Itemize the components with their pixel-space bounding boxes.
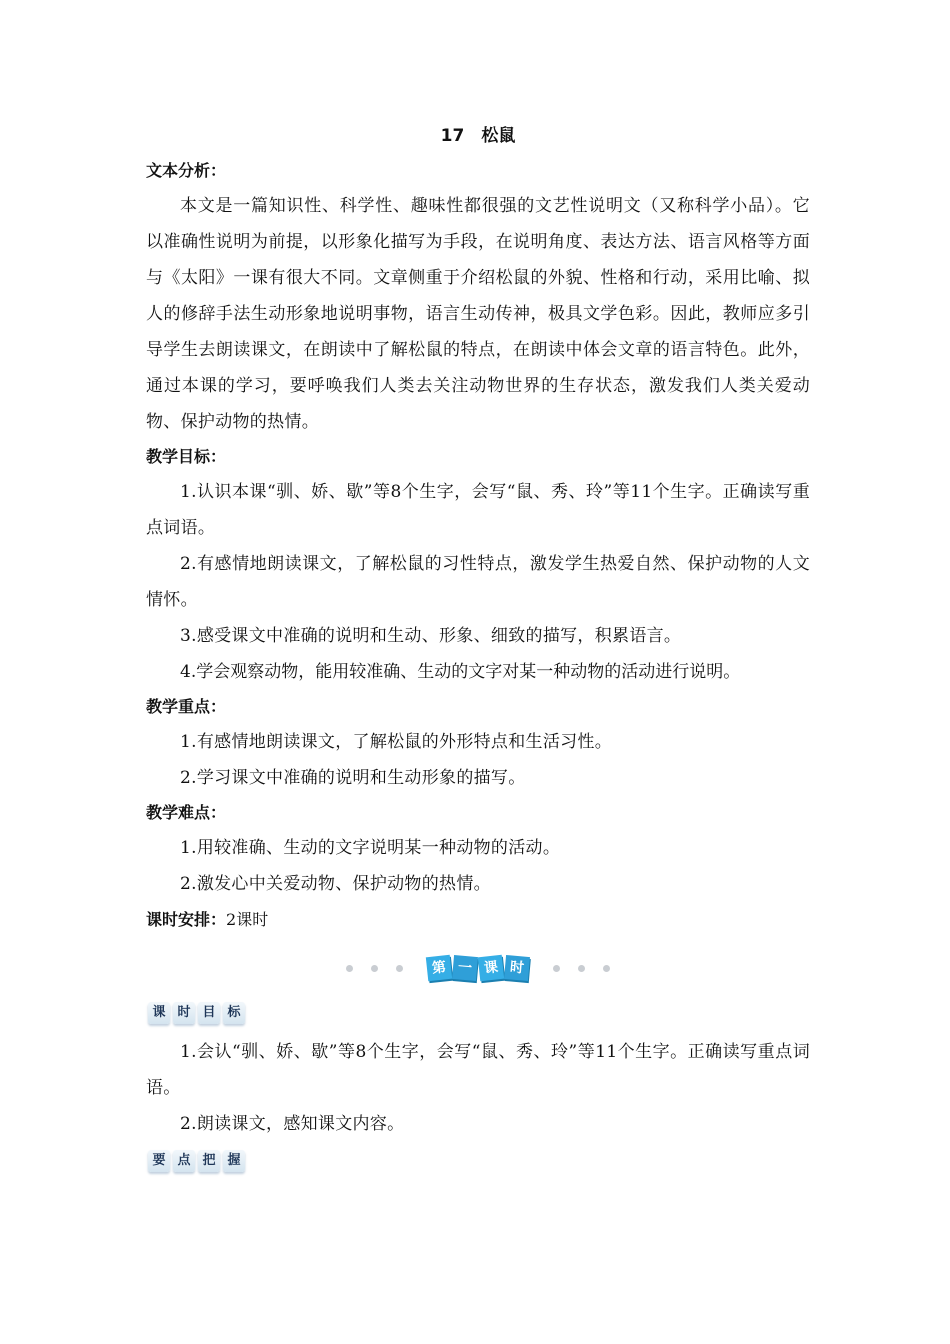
lesson-badge: [426, 956, 530, 980]
page-title: 17 松鼠: [440, 126, 516, 146]
key-point-2: 2.学习课文中准确的说明和生动形象的描写。: [180, 768, 526, 788]
lesson-badge-char: 时: [504, 955, 530, 981]
tag-char: 点: [173, 1150, 195, 1172]
goal-item-1: 1.认识本课“驯、娇、歇”等8个生字，会写“鼠、秀、玲”等11个生字。正确读写重点词语。: [146, 482, 810, 538]
difficulties-heading: 教学难点：: [146, 803, 227, 822]
divider-dot: [603, 965, 610, 972]
tag-char: 把: [198, 1150, 220, 1172]
schedule-label: 课时安排：: [146, 910, 227, 929]
key-point-1: 1.有感情地朗读课文，了解松鼠的外形特点和生活习性。: [180, 732, 613, 752]
lesson-badge-char: 第: [426, 955, 452, 981]
divider-dot: [346, 965, 353, 972]
lesson-goal-2: 2.朗读课文，感知课文内容。: [180, 1114, 405, 1134]
lesson-goals-tag: [148, 1002, 810, 1024]
goal-item-4: 4.学会观察动物，能用较准确、生动的文字对某一种动物的活动进行说明。: [180, 662, 741, 682]
lesson-badge-char: 一: [452, 955, 478, 981]
tag-char: 目: [198, 1002, 220, 1024]
text-analysis-heading: 文本分析：: [146, 161, 227, 180]
tag-char: 握: [223, 1150, 245, 1172]
lesson-badge-char: 课: [478, 955, 504, 981]
tag-char: 要: [148, 1150, 170, 1172]
goal-item-2: 2.有感情地朗读课文，了解松鼠的习性特点，激发学生热爱自然、保护动物的人文情怀。: [146, 554, 810, 610]
key-points-heading: 教学重点：: [146, 697, 227, 716]
tag-char: 标: [223, 1002, 245, 1024]
document-page: [146, 118, 810, 1182]
text-analysis-body: 本文是一篇知识性、科学性、趣味性都很强的文艺性说明文（又称科学小品）。它以准确性说明为前提，以形象化描写为手段，在说明角度、表达方法、语言风格等方面与《太阳》一课有很大不同。文章侧重于介绍松鼠的外貌、性格和行动，采用比喻、拟人的修辞手法生动形象地说明事物，语言生动传神，极具文学色彩。因此，教师应多引导学生去朗读课文，在朗读中了解松鼠的特点，在朗读中体会文章的语言特色。此外，通过本课的学习，要呼唤我们人类去关注动物世界的生存状态，激发我们人类关爱动物、保护动物的热情。: [146, 196, 810, 432]
divider-dot: [578, 965, 585, 972]
divider-dot: [371, 965, 378, 972]
difficulty-1: 1.用较准确、生动的文字说明某一种动物的活动。: [180, 838, 561, 858]
difficulty-2: 2.激发心中关爱动物、保护动物的热情。: [180, 874, 491, 894]
divider-dot: [553, 965, 560, 972]
schedule-row: [146, 902, 810, 938]
key-grasp-tag: [148, 1150, 810, 1172]
divider-dot: [396, 965, 403, 972]
schedule-value: 2课时: [226, 910, 269, 929]
lesson-goal-1: 1.会认“驯、娇、歇”等8个生字，会写“鼠、秀、玲”等11个生字。正确读写重点词语。: [146, 1042, 810, 1098]
tag-char: 时: [173, 1002, 195, 1024]
tag-char: 课: [148, 1002, 170, 1024]
lesson-divider: [146, 942, 810, 994]
goal-item-3: 3.感受课文中准确的说明和生动、形象、细致的描写，积累语言。: [180, 626, 682, 646]
teaching-goals-heading: 教学目标：: [146, 447, 227, 466]
